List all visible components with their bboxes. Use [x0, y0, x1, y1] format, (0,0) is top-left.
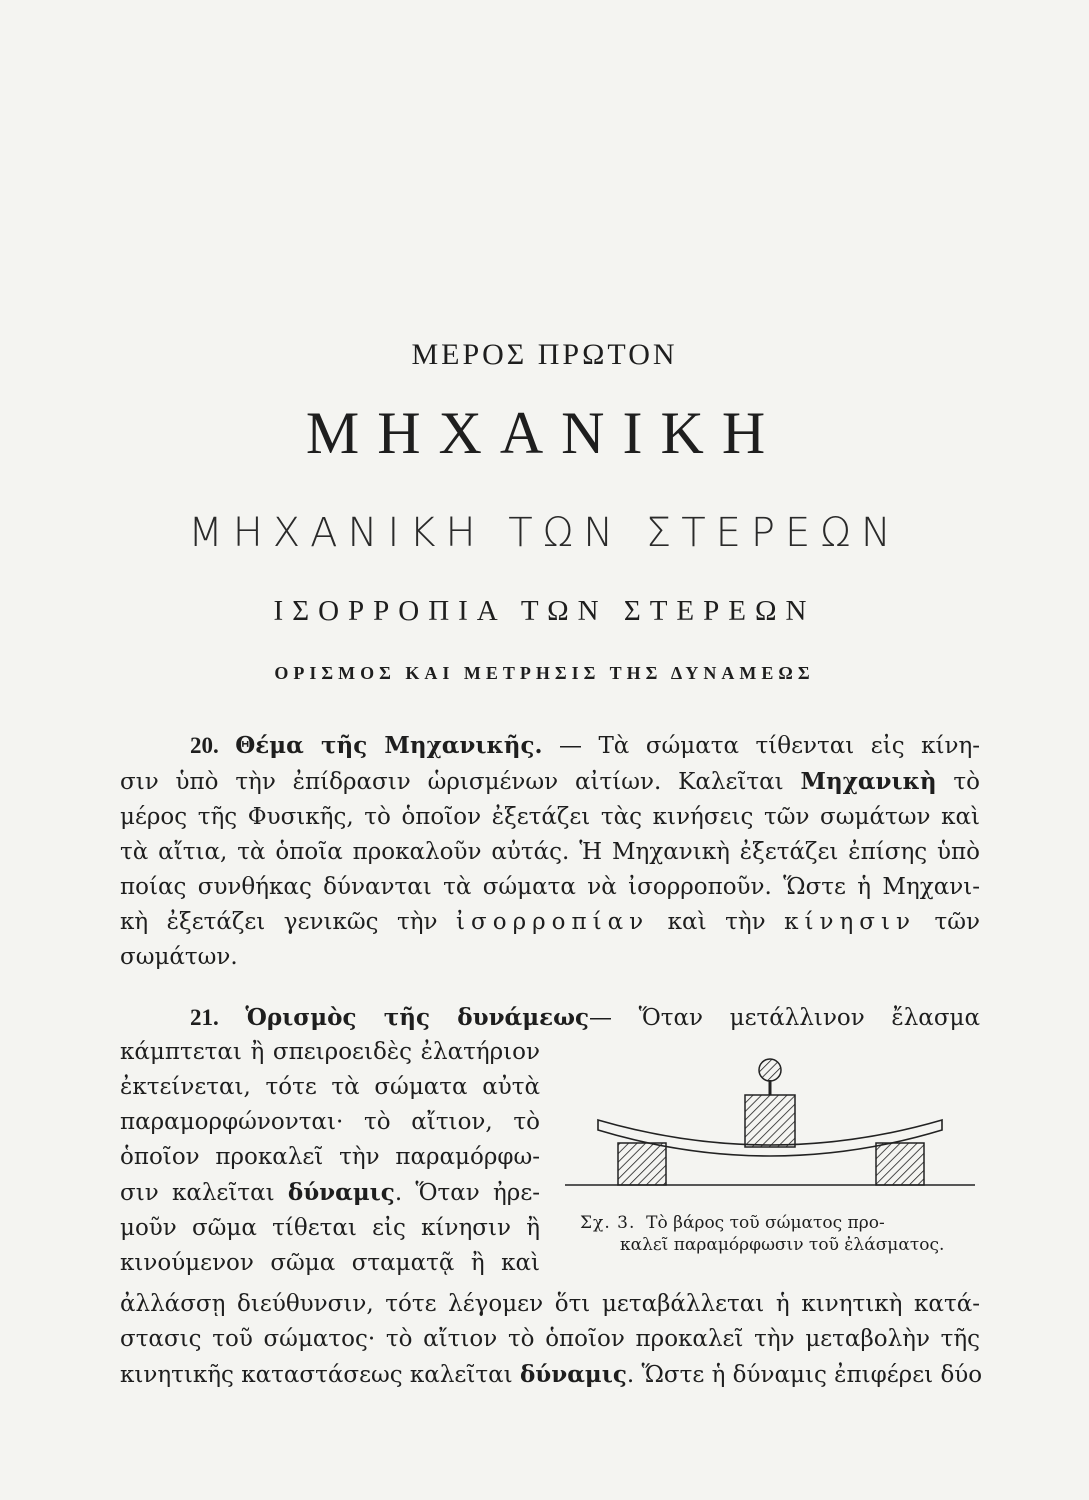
- term-motion: κίνησιν: [784, 909, 917, 935]
- caption-number: Σχ. 3.: [580, 1213, 636, 1233]
- section-21-line: κάμπτεται ἢ σπειροειδὲς ἐλατήριον: [120, 1039, 540, 1065]
- main-title: ΜΗΧΑΝΙΚΗ: [305, 400, 784, 466]
- section-20-line: μέρος τῆς Φυσικῆς, τὸ ὁποῖον ἐξετάζει τὰς κινήσεις τῶν σωμάτων καὶ: [120, 804, 980, 830]
- section-21-left-column: [120, 1035, 540, 1281]
- section-21-number: 21.: [190, 1005, 219, 1030]
- sub-title: ΜΗΧΑΝΙΚΗ ΤΩΝ ΣΤΕΡΕΩΝ: [188, 510, 901, 556]
- section-21-line: ἀλλάσσῃ διεύθυνσιν, τότε λέγομεν ὅτι μεταβάλλεται ἡ κινητικὴ κατά-: [120, 1291, 980, 1317]
- part-title: ΜΕΡΟΣ ΠΡΩΤΟΝ: [411, 338, 678, 371]
- section-21-line: παραμορφώνονται· τὸ αἴτιον, τὸ: [120, 1109, 540, 1135]
- section-20-heading: Θέμα τῆς Μηχανικῆς.: [235, 732, 543, 759]
- section-20-line: [120, 764, 980, 800]
- section-20-number: 20.: [190, 733, 219, 758]
- section-20-line: [120, 728, 980, 764]
- term-force: δύναμις: [287, 1179, 395, 1206]
- term-force: δύναμις: [519, 1361, 627, 1388]
- subsection-title: ΟΡΙΣΜΟΣ ΚΑΙ ΜΕΤΡΗΣΙΣ ΤΗΣ ΔΥΝΑΜΕΩΣ: [274, 663, 815, 683]
- left-support: [618, 1143, 666, 1185]
- section-20-line-text: τῶν: [916, 909, 981, 935]
- section-21-line: ὁποῖον προκαλεῖ τὴν παραμόρφω-: [120, 1144, 540, 1170]
- section-21-line-text: — Ὅταν μετάλλινον ἔλασμα: [588, 1005, 981, 1031]
- caption-text: Τὸ βάρος τοῦ σώματος προ-: [646, 1213, 885, 1233]
- section-20-line-text: τὸ: [936, 769, 980, 795]
- section-21-line: μοῦν σῶμα τίθεται εἰς κίνησιν ἢ: [120, 1215, 540, 1241]
- section-21-line: ἐκτείνεται, τότε τὰ σώματα αὐτὰ: [120, 1074, 540, 1100]
- section-21-continuation: [120, 1287, 983, 1393]
- caption-line: [580, 1212, 980, 1234]
- section-20-paragraph: [120, 728, 980, 975]
- right-support: [876, 1143, 924, 1185]
- section-20-line-text: σιν ὑπὸ τὴν ἐπίδρασιν ὡρισμένων αἰτίων. Καλεῖται: [120, 769, 801, 795]
- section-20-line-text: κὴ ἐξετάζει γενικῶς τὴν: [120, 909, 457, 935]
- section-20-line: ποίας συνθήκας δύνανται τὰ σώματα νὰ ἰσορροποῦν. Ὥστε ἡ Μηχανι-: [120, 874, 980, 900]
- section-21-heading: Ὁρισμὸς τῆς δυνάμεως: [245, 1004, 589, 1031]
- section-21-line: [120, 1357, 983, 1393]
- caption-line: καλεῖ παραμόρφωσιν τοῦ ἐλάσματος.: [620, 1235, 945, 1255]
- section-20-line-text: — Τὰ σώματα τίθενται εἰς κίνη-: [558, 733, 981, 759]
- section-21-line-text: . Ὅταν ἠρε-: [394, 1180, 540, 1206]
- section-21-line-text: σιν καλεῖται: [120, 1180, 288, 1206]
- section-21-line: [120, 1000, 980, 1036]
- section-21-line: στασις τοῦ σώματος· τὸ αἴτιον τὸ ὁποῖον προκαλεῖ τὴν μεταβολὴν τῆς: [120, 1326, 980, 1352]
- figure-caption: [580, 1212, 980, 1256]
- term-mechanics: Μηχανικὴ: [800, 768, 937, 795]
- section-20-line: [120, 905, 980, 940]
- section-21-line-text: κινητικῆς καταστάσεως καλεῖται: [120, 1362, 520, 1388]
- section-20-line: τὰ αἴτια, τὰ ὁποῖα προκαλοῦν αὐτάς. Ἡ Μηχανικὴ ἐξετάζει ἐπίσης ὑπὸ: [120, 839, 980, 865]
- section-21-line: [120, 1175, 540, 1211]
- section-20-line-text: καὶ τὴν: [649, 909, 785, 935]
- weight-knob: [759, 1059, 781, 1081]
- section-20-line: σωμάτων.: [120, 944, 238, 970]
- term-equilibrium: ἰσορροπίαν: [456, 909, 650, 935]
- section-21-line: κινούμενον σῶμα σταματᾷ ἢ καὶ: [120, 1250, 540, 1276]
- section-21-heading-line: [120, 1000, 980, 1036]
- section-title: ΙΣΟΡΡΟΠΙΑ ΤΩΝ ΣΤΕΡΕΩΝ: [273, 595, 816, 627]
- weight-block: [745, 1095, 795, 1147]
- section-21-line-text: . Ὥστε ἡ δύναμις ἐπιφέρει δύο: [626, 1362, 983, 1388]
